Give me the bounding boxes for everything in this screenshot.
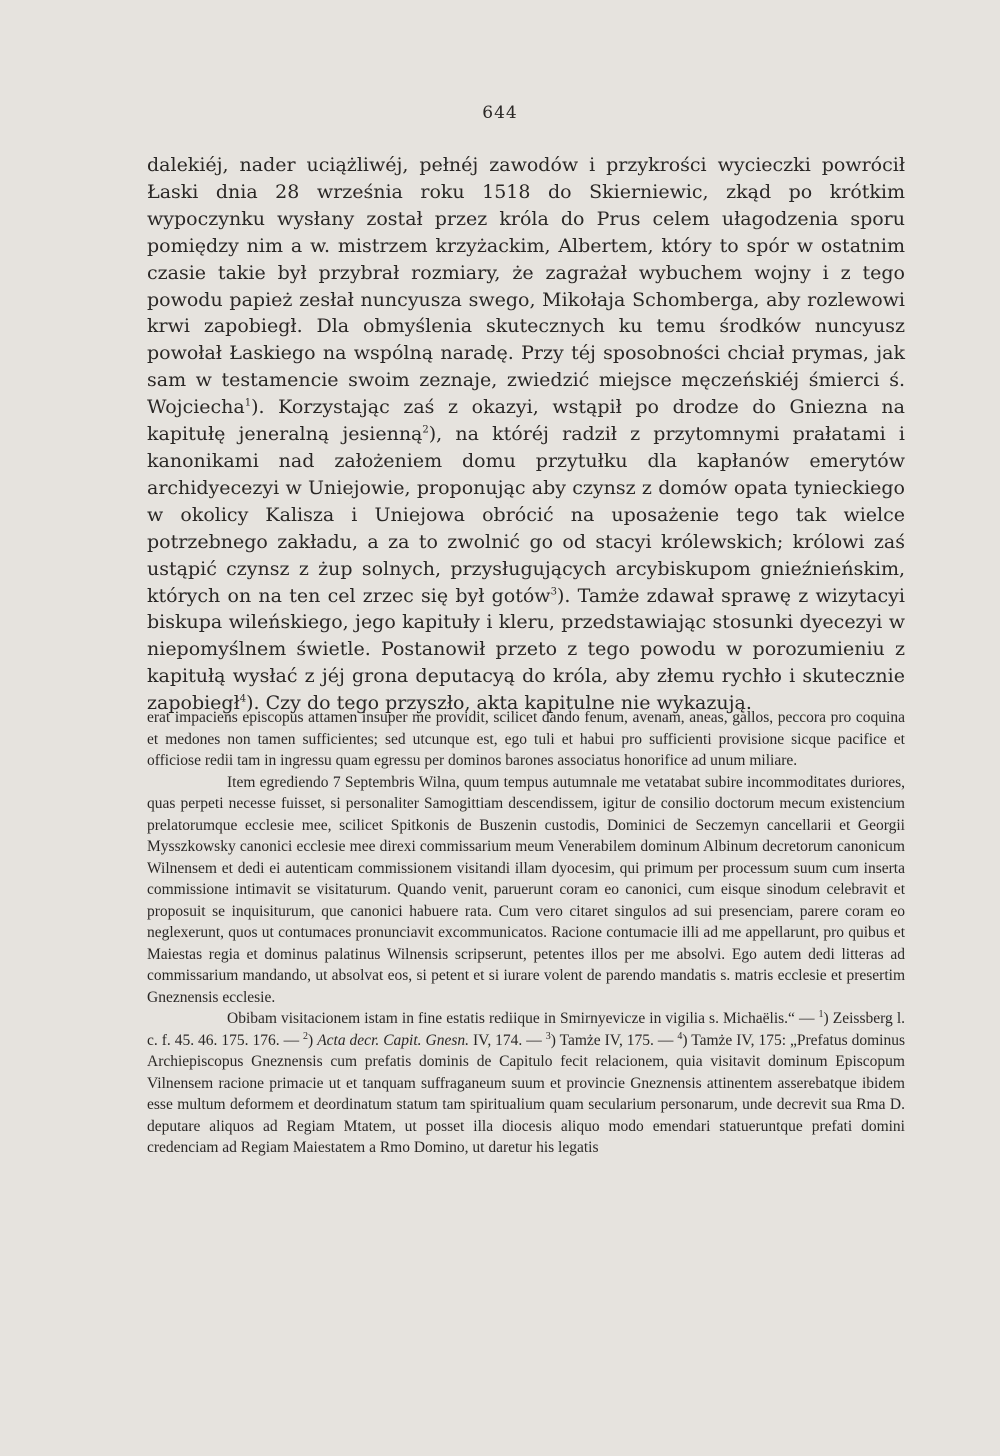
main-text-segment: ). Korzystając zaś z okazyi, wstąpił po drodze do Gniezna na kapitułę jeneralną jesienną: [147, 396, 905, 446]
footnote-segment: ) Tamże IV, 175: „Prefatus dominus Archiepiscopus Gneznensis cum prefatis dominis de Capitulo fecit relacionem, quia visitavit dominum Episcopum Vilnensem racione primacie ut et tanquam suffraganeum suum et provincie Gneznensis attinentem asserebatque ibidem esse multum deformem et deordinatum statum tam spiritualium quam secularium personarum, unde decrevit sua Rma D. deputare aliquos ad Regiam Mtatem, ut posset illa diocesis aliquo modo emendari statueruntque prefati domini credenciam ad Regiam Maiestatem a Rmo Domino, ut daretur his legatis: [147, 1031, 905, 1156]
main-text-segment: dalekiéj, nader uciążliwéj, pełnéj zawodów i przykrości wycieczki powrócił Łaski dnia 28 września roku 1518 do Skierniewic, zkąd po krótkim wypoczynku wysłany został przez króla do Prus celem ułagodzenia sporu pomiędzy nim a w. mistrzem krzyżackim, Albertem, który to spór w ostatnim czasie takie był przybrał rozmiary, że zagrażał wybuchem wojny i z tego powodu papież zesłał nuncyusza swego, Mikołaja Schomberga, aby rozlewowi krwi zapobiegł. Dla obmyślenia skutecznych ku temu środków nuncyusz powołał Łaskiego na wspólną naradę. Przy téj sposobności chciał prymas, jak sam w testamencie swoim zeznaje, zwiedzić miejsce męczeńskiéj śmierci ś. Wojciecha: [147, 154, 905, 419]
footnote-segment: ) Tamże IV, 175. —: [550, 1031, 678, 1049]
footnote-citation-italic: Acta decr. Capit. Gnesn.: [317, 1031, 469, 1049]
footnote-marker-1: 1: [818, 1008, 824, 1020]
footnote-paragraph: [147, 1008, 905, 1159]
footnote-ref-2: 2: [422, 424, 429, 436]
footnotes: [147, 707, 905, 1159]
main-text-segment: ), na któréj radził z przytomnymi prałatami i kanonikami nad założeniem domu przytułku dla kapłanów emerytów archidyecezyi w Uniejowie, proponując aby czynsz z domów opata tynieckiego w okolicy Kalisza i Uniejowa obrócić na uposażenie tego tak wielce potrzebnego zakładu, a za to zwolnić go od stacyi królewskich; królowi zaś ustąpić czynsz z żup solnych, przysługujących arcybiskupom gnieźnieńskim, których on na ten cel zrzec się był gotów: [147, 423, 905, 607]
footnote-segment: ) Zeissberg l. c. f. 45. 46. 175. 176. —: [147, 1010, 905, 1049]
footnote-marker-2: 2: [303, 1030, 309, 1042]
footnote-marker-3: 3: [545, 1030, 551, 1042]
footnote-ref-3: 3: [550, 586, 557, 598]
footnote-paragraph: Item egrediendo 7 Septembris Wilna, quum tempus autumnale me vetatabat subire incommoditates duriores, quas perpeti necesse fuisset, si personaliter Samogittiam descendissem, igitur de consilio doctorum mecum existencium prelatorumque ecclesie mee, scilicet Spitkonis de Buszenin custodis, Dominici de Seczemyn cancellarii et Georgii Mysszkowsky canonici ecclesie mee direxi commissarium meum Venerabilem dominum Albinum decretorum canonicum Wilnensem et dedi ei autenticam commissionem visitandi illam dyocesim, qui primum per processum suum cum inserta commissione intimavit se visitaturum. Quando venit, paruerunt coram eo canonici, cum eisque sinodum celebravit et proposuit se inquisiturum, que canonici habuere rata. Cum vero citaret singulos ad sui presenciam, parere coram eo neglexerunt, quos ut contumaces pronunciavit excommunicatos. Racione contumacie illi ad me appellarunt, pro quibus et Maiestas regia et dominus palatinus Wilnensis scripserunt, petentes illos per me absolvi. Ego autem dedi litteras ad commissarium mandando, ut absolvat eos, si petent et si iurare volent de parendo mandatis s. matris ecclesie et presertim Gneznensis ecclesie.: [147, 773, 905, 1006]
main-text-segment: ). Tamże zdawał sprawę z wizytacyi biskupa wileńskiego, jego kapituły i kleru, przedstawiając stosunki dyecezyi w niepomyślnem świetle. Postanowił przeto z tego powodu w porozumieniu z kapitułą wysłać z jéj grona deputacyą do króla, aby złemu rychło i skutecznie zapobiegł: [147, 584, 905, 715]
footnote-paragraph: erat impaciens episcopus attamen insuper me providit, scilicet dando fenum, avenam, aneas, gallos, peccora pro coquina et medones non tamen sufficientes; sed utcunque est, ego tuli et habui pro sufficienti provisione sicque pacifice et officiose redii tam in ingressu quam egressu per dominos barones associatus honorifice ad unum miliare.: [147, 709, 905, 769]
footnote-segment: IV, 174. —: [469, 1031, 546, 1049]
main-text-segment: ). Czy do tego przyszło, akta kapitulne nie wykazują.: [246, 692, 752, 715]
main-paragraph: [147, 152, 905, 717]
footnote-segment: Obibam visitacionem istam in fine estatis rediique in Smirnyevicze in vigilia s. Michaëlis.“ —: [227, 1010, 819, 1027]
main-text: [147, 152, 905, 717]
footnote-segment: ): [308, 1031, 318, 1049]
footnote-ref-1: 1: [244, 397, 252, 409]
page-number: 644: [482, 103, 518, 123]
footnote-ref-4: 4: [239, 693, 247, 705]
footnote-marker-4: 4: [677, 1030, 683, 1042]
